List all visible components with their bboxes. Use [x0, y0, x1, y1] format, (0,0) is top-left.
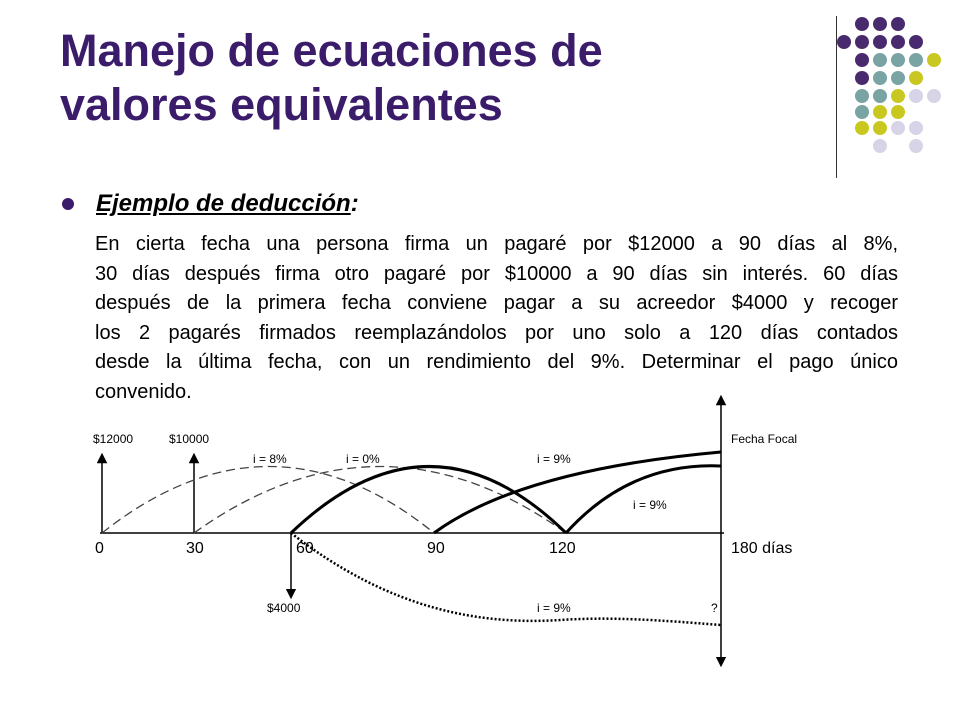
label-rate-9-lower: i = 9% [537, 601, 571, 615]
paragraph-line: desde la última fecha, con un rendimiento del 9%. Determinar el pago único [95, 351, 898, 373]
label-focal-date: Fecha Focal [731, 432, 798, 446]
label-rate-8: i = 8% [253, 452, 287, 466]
paragraph-line: 30 días después firma otro pagaré por $10000 a 90 días sin interés. 60 días [95, 262, 898, 285]
label-unknown-payment: ? [711, 601, 718, 615]
label-rate-9-upper: i = 9% [537, 452, 571, 466]
title-line-1: Manejo de ecuaciones de [60, 25, 603, 76]
bullet-heading-colon: : [350, 190, 359, 217]
arc-solid-60-90 [291, 467, 566, 534]
arc-dashed-12000 [102, 467, 434, 534]
bullet-heading-text: Ejemplo de deducción [96, 190, 351, 217]
axis-tick-0: 0 [95, 540, 104, 557]
paragraph-line: después de la primera fecha conviene pagar a su acreedor $4000 y recoger [95, 292, 898, 314]
label-amount-10000: $10000 [169, 432, 210, 446]
label-rate-0: i = 0% [346, 452, 380, 466]
axis-tick-90: 90 [427, 540, 445, 557]
axis-tick-30: 30 [186, 540, 204, 557]
label-rate-9-middle: i = 9% [633, 498, 667, 512]
paragraph-line: los 2 pagarés firmados reemplazándolos por uno solo a 120 días contados [95, 321, 898, 344]
paragraph-line: convenido. [95, 380, 192, 403]
label-payment-4000: $4000 [267, 601, 301, 615]
label-amount-12000: $12000 [93, 432, 134, 446]
paragraph-line: En cierta fecha una persona firma un pagaré por $12000 a 90 días al 8%, [95, 233, 898, 255]
title-line-2: valores equivalentes [60, 79, 503, 130]
axis-tick-60: 60 [296, 540, 314, 557]
arc-dotted-4000 [291, 533, 721, 625]
axis-tick-180: 180 días [731, 540, 793, 557]
axis-tick-120: 120 [549, 540, 576, 557]
